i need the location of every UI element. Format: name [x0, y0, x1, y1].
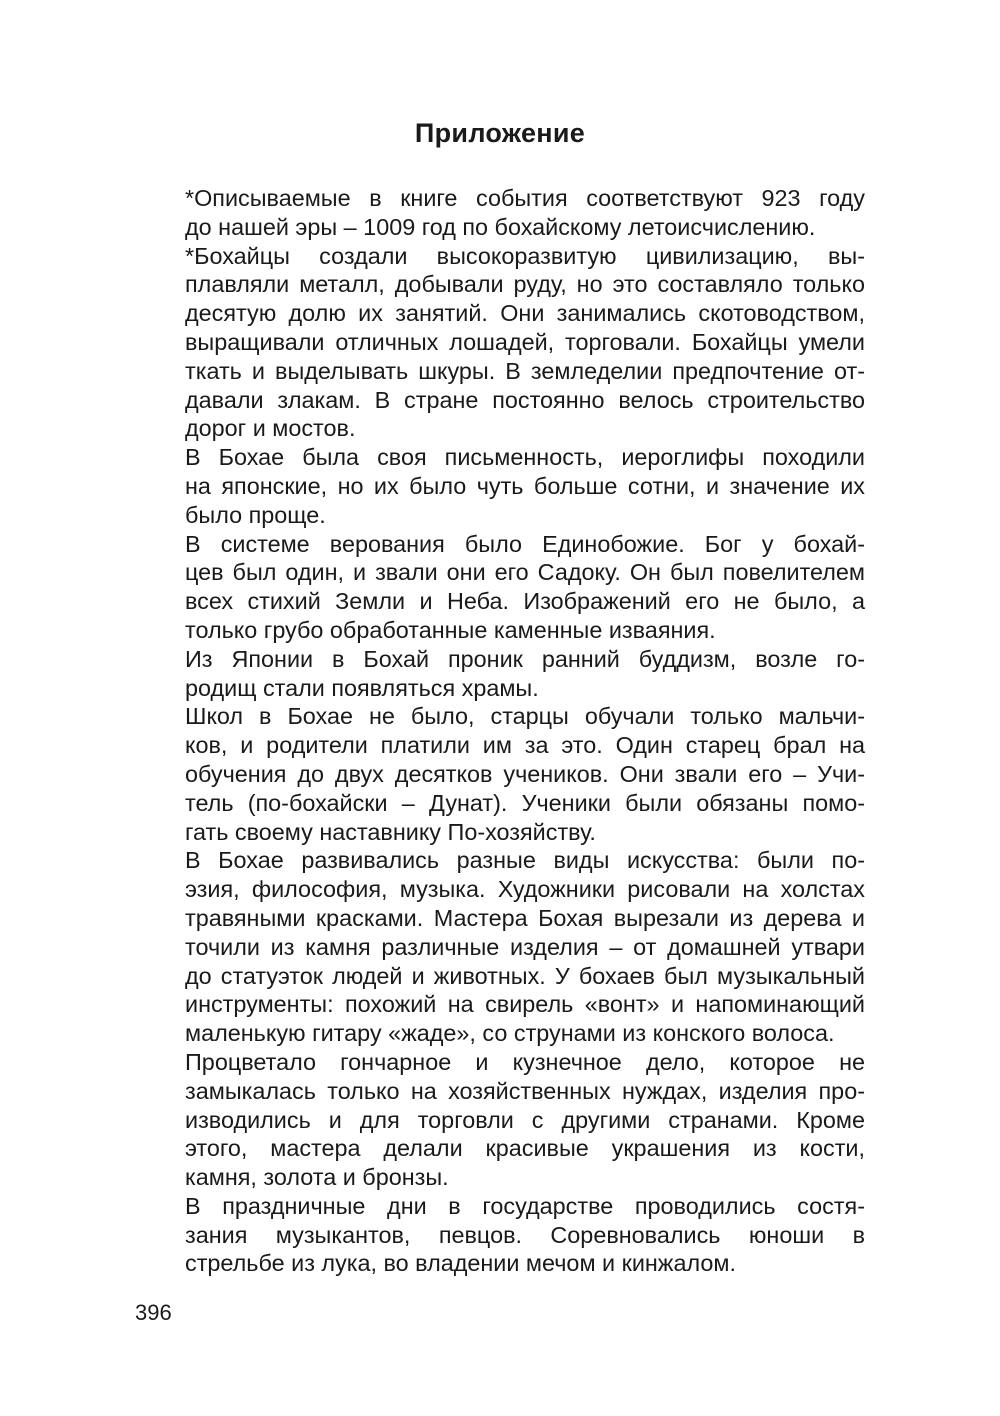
text-line: родищ стали появляться храмы. [185, 674, 539, 701]
text-line: ткать и выделывать шкуры. В земледелии предпочтение от- [185, 357, 865, 384]
text-line: гать своему наставнику По-хозяйству. [185, 818, 596, 845]
text-line: *Бохайцы создали высокоразвитую цивилизацию, вы- [185, 242, 865, 269]
text-line: В Бохае была своя письменность, иероглифы походили [185, 444, 865, 471]
text-line: Процветало гончарное и кузнечное дело, которое не [185, 1048, 865, 1075]
text-line: выращивали отличных лошадей, торговали. Бохайцы умели [185, 328, 865, 355]
text-line: травяными красками. Мастера Бохая вырезали из дерева и [185, 904, 865, 931]
page-title: Приложение [414, 118, 586, 148]
paragraph [135, 184, 865, 242]
paragraph [135, 1048, 865, 1192]
paragraph [135, 1192, 865, 1278]
text-line: этого, мастера делали красивые украшения из кости, [185, 1135, 865, 1162]
text-line: плавляли металл, добывали руду, но это составляло только [185, 271, 865, 298]
text-line: только грубо обработанные каменные изваяния. [185, 616, 716, 643]
text-line: В системе верования было Единобожие. Бог у бохай- [185, 530, 865, 557]
text-line: изводились и для торговли с другими странами. Кроме [185, 1106, 865, 1133]
appendix-body [135, 184, 865, 1278]
text-line: маленькую гитару «жаде», со струнами из конского волоса. [185, 1020, 835, 1047]
text-line: точили из камня различные изделия – от домашней утвари [185, 933, 865, 960]
text-line: *Описываемые в книге события соответствуют 923 году [185, 185, 865, 211]
paragraph [135, 846, 865, 1048]
text-line: эзия, философия, музыка. Художники рисовали на холстах [185, 876, 865, 903]
text-line: В Бохае развивались разные виды искусства: были по- [185, 847, 865, 874]
text-line: до нашей эры – 1009 год по бохайскому летоисчислению. [185, 213, 816, 240]
text-line: Школ в Бохае не было, старцы обучали только мальчи- [185, 703, 865, 730]
paragraph [135, 645, 865, 703]
paragraph [135, 702, 865, 846]
text-line: камня, золота и бронзы. [185, 1164, 449, 1191]
page-number: 396 [135, 1300, 172, 1325]
text-line: цев был один, и звали они его Садоку. Он был повелителем [185, 559, 865, 586]
paragraph [135, 530, 865, 645]
paragraph [135, 443, 865, 529]
text-line: было проще. [185, 501, 326, 528]
text-line: Из Японии в Бохай проник ранний буддизм, возле го- [185, 645, 865, 672]
text-line: стрельбе из лука, во владении мечом и кинжалом. [185, 1250, 736, 1277]
text-line: зания музыкантов, певцов. Соревновались юноши в [185, 1221, 865, 1248]
text-line: всех стихий Земли и Неба. Изображений его не было, а [185, 588, 865, 615]
text-line: обучения до двух десятков учеников. Они звали его – Учи- [185, 760, 865, 787]
text-line: тель (по-бохайски – Дунат). Ученики были обязаны помо- [185, 789, 865, 816]
text-line: до статуэток людей и животных. У бохаев был музыкальный [185, 962, 865, 989]
text-line: В праздничные дни в государстве проводились состя- [185, 1192, 865, 1219]
text-line: замыкалась только на хозяйственных нуждах, изделия про- [185, 1077, 865, 1104]
text-line: на японские, но их было чуть больше сотни, и значение их [185, 472, 865, 499]
text-line: давали злакам. В стране постоянно велось строительство [185, 386, 865, 413]
text-line: дорог и мостов. [185, 415, 356, 442]
text-line: инструменты: похожий на свирель «вонт» и напоминающий [185, 991, 865, 1018]
text-line: ков, и родители платили им за это. Один старец брал на [185, 732, 865, 759]
paragraph [135, 242, 865, 444]
text-line: десятую долю их занятий. Они занимались скотоводством, [185, 300, 865, 327]
